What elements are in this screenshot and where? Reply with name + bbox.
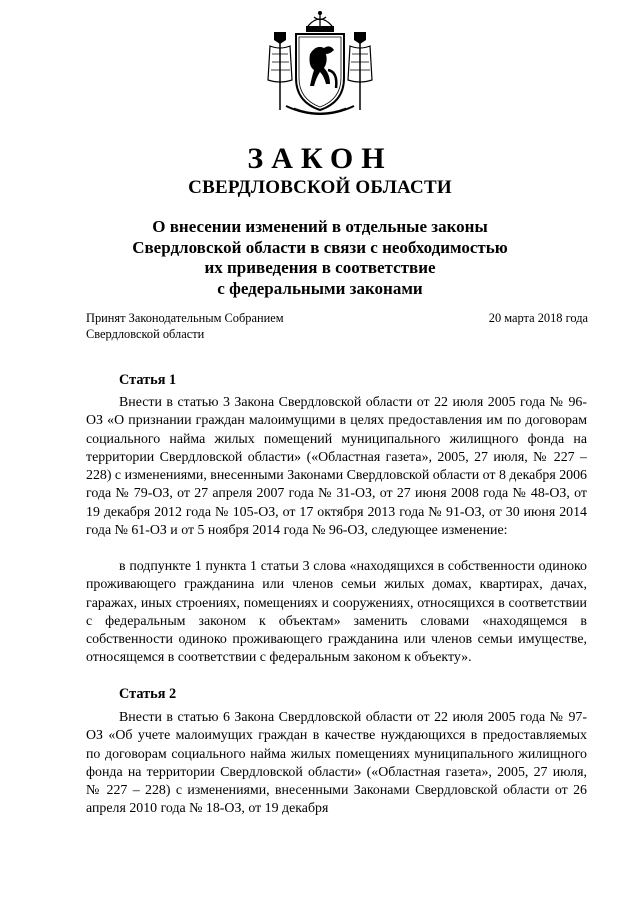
region-title: СВЕРДЛОВСКОЙ ОБЛАСТИ — [188, 177, 452, 198]
adoption-authority — [86, 310, 284, 342]
adoption-authority-line: Свердловской области — [86, 327, 205, 341]
coat-of-arms-emblem — [264, 10, 376, 118]
article-1-paragraph-2: в подпункте 1 пункта 1 статьи 3 слова «находящихся в собственности одиноко проживающего гражданина или членов семьи жилых домах, квартирах, дачах, гаражах, иных строениях, помещениях и сооружениях, относящихся в соответствии с федеральным законом к объектам» заменить словами «находящемся в собственности одиноко проживающего гражданина или членов семьи имуществе, относящемся в соответствии с федеральным законом к объекту». — [86, 559, 587, 666]
adoption-date: 20 марта 2018 года — [488, 311, 588, 325]
law-subject-heading — [0, 217, 640, 299]
subject-line: их приведения в соответствие — [204, 258, 436, 277]
article-1-paragraph-1: Внести в статью 3 Закона Свердловской области от 22 июля 2005 года № 96-ОЗ «О признании граждан малоимущими в целях предоставления им по договорам социального найма жилых помещений муниципального жилищного фонда на территории Свердловской области» («Областная газета», 2005, 27 июля, № 227 – 228) с изменениями, внесенными Законами Свердловской области от 8 декабря 2006 года № 79-ОЗ, от 27 апреля 2007 года № 31-ОЗ, от 27 июня 2008 года № 48-ОЗ, от 19 декабря 2012 года № 105-ОЗ, от 17 октября 2013 года № 91-ОЗ, от 30 июня 2014 года № 61-ОЗ и от 5 ноября 2014 года № 96-ОЗ, следующее изменение: — [86, 395, 587, 539]
article-1-heading: Статья 1 — [119, 372, 177, 388]
document-type-title: ЗАКОН — [247, 142, 393, 175]
article-2-paragraph-1: Внести в статью 6 Закона Свердловской области от 22 июля 2005 года № 97-ОЗ «Об учете малоимущих граждан в качестве нуждающихся в предоставляемых по договорам социального найма жилых помещениях муниципального жилищного фонда на территории Свердловской области» («Областная газета», 2005, 27 июля, № 227 – 228) с изменениями, внесенными Законами Свердловской области от 26 апреля 2010 года № 18-ОЗ, от 19 декабря — [86, 710, 587, 817]
subject-line: с федеральными законами — [217, 278, 423, 298]
adoption-authority-line: Принят Законодательным Собранием — [86, 311, 284, 325]
subject-line: О внесении изменений в отдельные законы — [152, 217, 488, 236]
subject-line: Свердловской области в связи с необходимостью — [132, 237, 508, 257]
article-2-heading: Статья 2 — [119, 686, 177, 702]
